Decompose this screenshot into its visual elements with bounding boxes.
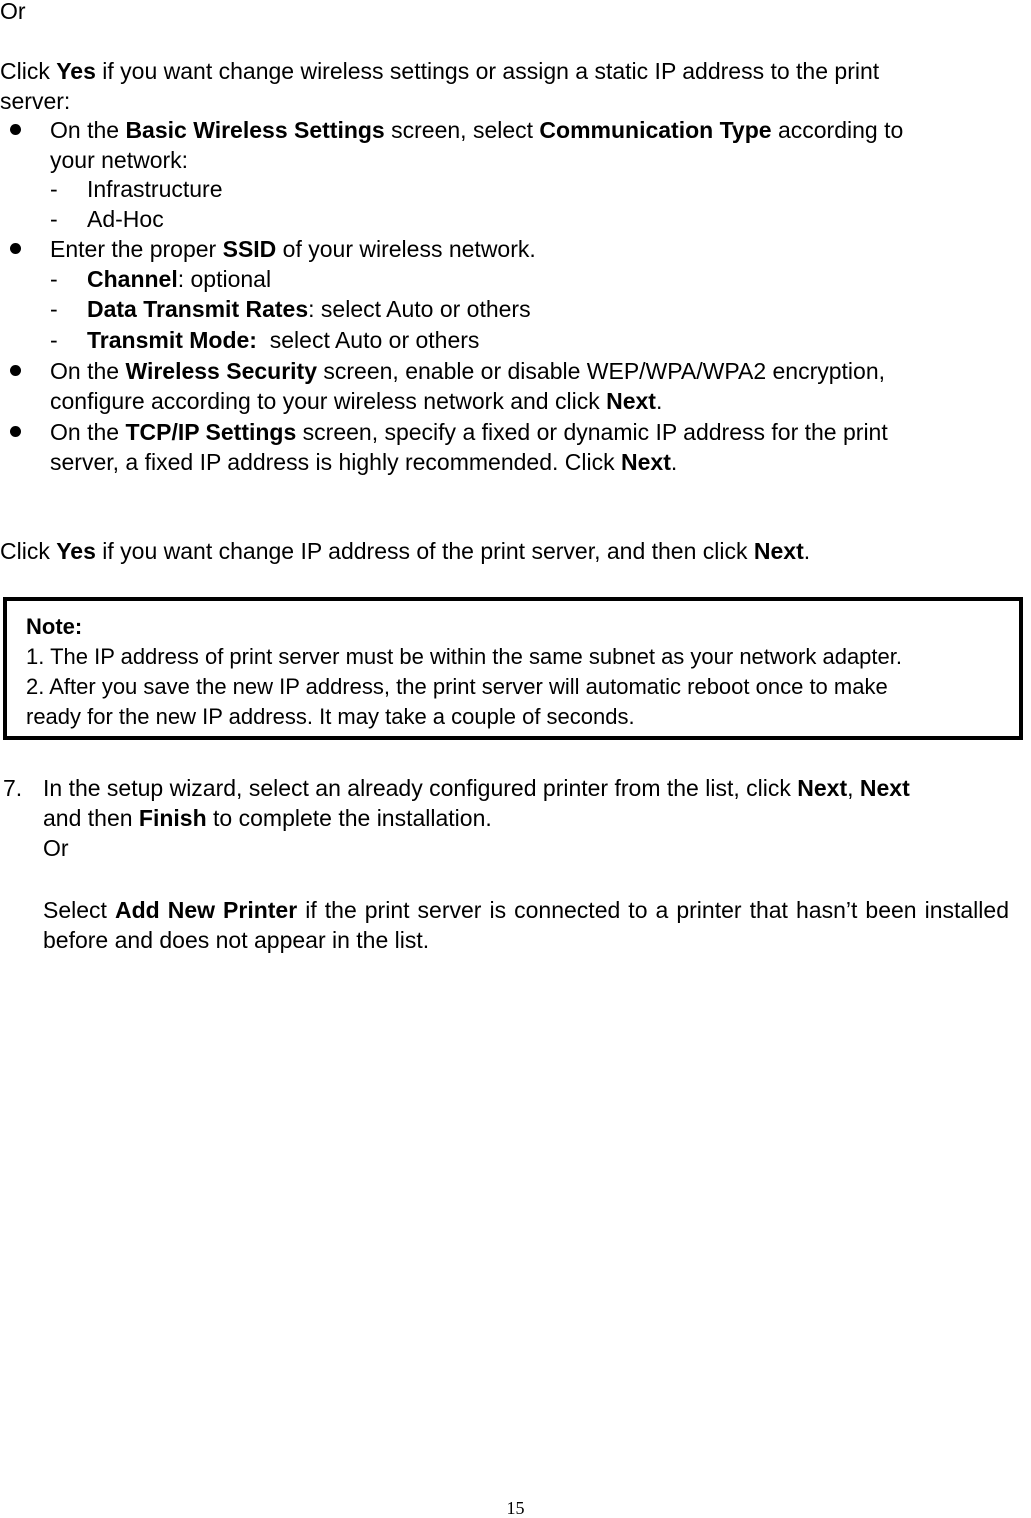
bullet4-line2: server, a fixed IP address is highly recommended. Click Next. <box>50 449 678 475</box>
or-text: Or <box>0 0 26 24</box>
sub-item-channel: Channel: optional <box>87 266 272 292</box>
step-number: 7. <box>3 775 23 801</box>
bullet1-line1: On the Basic Wireless Settings screen, select Communication Type according to <box>50 117 904 143</box>
sub-item-data-rates: Data Transmit Rates: select Auto or others <box>87 296 531 322</box>
click-yes-wireless-line1: Click Yes if you want change wireless settings or assign a static IP address to the print <box>0 58 880 84</box>
bullet-icon <box>10 243 21 254</box>
note-title: Note: <box>26 614 83 639</box>
dash-icon: - <box>50 266 58 292</box>
sub-item-adhoc: Ad-Hoc <box>87 206 164 232</box>
dash-icon: - <box>50 296 58 322</box>
bullet-icon <box>10 426 21 437</box>
step7-or: Or <box>43 835 69 861</box>
dash-icon: - <box>50 206 58 232</box>
note-line3: ready for the new IP address. It may take a couple of seconds. <box>26 704 635 729</box>
bullet1-line2: your network: <box>50 147 189 173</box>
sub-item-infrastructure: Infrastructure <box>87 176 223 202</box>
step7-add-new-printer: Select Add New Printer if the print server is connected to a printer that hasn’t been installed before and does not appear in the list. <box>43 897 1009 953</box>
click-yes-wireless-line2: server: <box>0 88 71 114</box>
dash-icon: - <box>50 327 58 353</box>
step7-line1: In the setup wizard, select an already configured printer from the list, click Next, Next <box>43 775 910 801</box>
bullet3-line2: configure according to your wireless network and click Next. <box>50 388 663 414</box>
step7-line2: and then Finish to complete the installation. <box>43 805 492 831</box>
dash-icon: - <box>50 176 58 202</box>
bullet-icon <box>10 124 21 135</box>
click-yes-ip-line: Click Yes if you want change IP address of the print server, and then click Next. <box>0 538 811 564</box>
note-line1: 1. The IP address of print server must be within the same subnet as your network adapter. <box>26 644 902 669</box>
page-number: 15 <box>506 1498 525 1518</box>
note-line2: 2. After you save the new IP address, the print server will automatic reboot once to make <box>26 674 888 699</box>
note-box <box>3 597 1023 740</box>
bullet2-line1: Enter the proper SSID of your wireless network. <box>50 236 536 262</box>
bullet3-line1: On the Wireless Security screen, enable or disable WEP/WPA/WPA2 encryption, <box>50 358 886 384</box>
bullet-icon <box>10 365 21 376</box>
sub-item-transmit-mode: Transmit Mode: select Auto or others <box>87 327 480 353</box>
bullet4-line1: On the TCP/IP Settings screen, specify a fixed or dynamic IP address for the print <box>50 419 888 445</box>
